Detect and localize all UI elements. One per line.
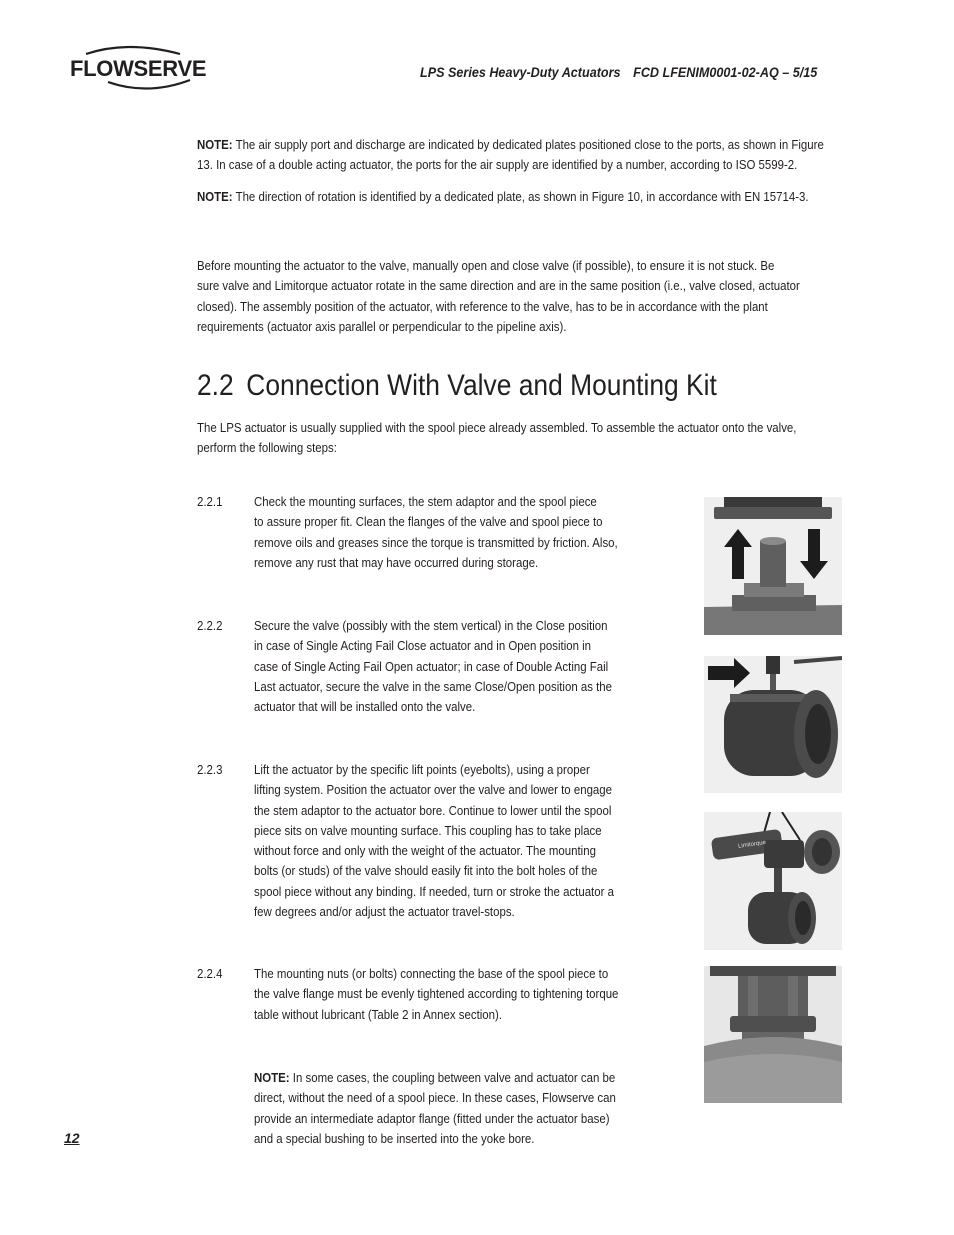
spool-piece-photo xyxy=(704,497,842,635)
document-code: FCD LFENIM0001-02-AQ – 5/15 xyxy=(633,64,818,80)
document-header xyxy=(420,64,817,80)
step-line: the stem adaptor to the actuator bore. Continue to lower until the spool xyxy=(254,802,612,818)
paragraph-line: requirements (actuator axis parallel or perpendicular to the pipeline axis). xyxy=(197,318,567,334)
paragraph-line: Before mounting the actuator to the valve, manually open and close valve (if possible), to ensure it is not stuck. Be xyxy=(197,258,775,273)
note-text-line: and a special bushing to be inserted into the yoke bore. xyxy=(254,1130,535,1146)
step-line: Check the mounting surfaces, the stem adaptor and the spool piece xyxy=(254,494,597,509)
paragraph-line: sure valve and Limitorque actuator rotate in the same direction and are in the same position (i.e., valve closed, actuator xyxy=(197,278,800,294)
step-text xyxy=(254,760,614,922)
section-heading xyxy=(197,369,717,403)
note-text-line: provide an intermediate adaptor flange (fitted under the actuator base) xyxy=(254,1110,610,1126)
note-text-line: In some cases, the coupling between valve and actuator can be xyxy=(292,1070,616,1085)
step-line: to assure proper fit. Clean the flanges of the valve and spool piece to xyxy=(254,514,603,530)
step-line: remove oils and greases since the torque is transmitted by friction. Also, xyxy=(254,534,618,550)
step-line: spool piece without any binding. If needed, turn or stroke the actuator a xyxy=(254,883,614,899)
step-text xyxy=(254,964,618,1025)
note-label: NOTE: xyxy=(197,137,233,152)
step-line: bolts (or studs) of the valve should easily fit into the bolt holes of the xyxy=(254,863,598,879)
paragraph-line: perform the following steps: xyxy=(197,440,337,456)
note-text-line: direct, without the need of a spool piece. In these cases, Flowserve can xyxy=(254,1090,616,1106)
step-line: actuator that will be installed onto the valve. xyxy=(254,699,476,715)
step-line: without force and only with the weight of the actuator. The mounting xyxy=(254,843,596,859)
note-air-supply xyxy=(197,135,824,176)
note-text-line: 13. In case of a double acting actuator, the ports for the air supply are identified by a number, according to ISO 5599-2. xyxy=(197,157,798,173)
step-line: piece sits on valve mounting surface. This coupling has to take place xyxy=(254,822,602,838)
note-rotation xyxy=(197,187,809,207)
step-line: table without lubricant (Table 2 in Annex section). xyxy=(254,1006,503,1022)
tightened-flange-photo xyxy=(704,966,842,1103)
document-title: LPS Series Heavy-Duty Actuators xyxy=(420,64,621,80)
lifting-actuator-photo xyxy=(704,812,842,950)
valve-photo xyxy=(704,656,842,793)
step-line: remove any rust that may have occurred during storage. xyxy=(254,554,539,570)
step-line: The mounting nuts (or bolts) connecting the base of the spool piece to xyxy=(254,966,609,981)
step-number: 2.2.4 xyxy=(197,966,223,981)
section-number: 2.2 xyxy=(197,369,234,402)
note-text-line: The direction of rotation is identified by a dedicated plate, as shown in Figure 10, in accordance with EN 15714-3. xyxy=(235,189,809,204)
step-number: 2.2.1 xyxy=(197,494,223,509)
step-line: Last actuator, secure the valve in the same Close/Open position as the xyxy=(254,678,613,694)
step-number: 2.2.3 xyxy=(197,762,223,777)
note-label: NOTE: xyxy=(197,189,233,204)
page-number: 12 xyxy=(64,1130,80,1146)
logo-text: FLOWSERVE xyxy=(70,56,207,81)
actuator-brand-label: Limitorque xyxy=(737,839,767,850)
intro-paragraph xyxy=(197,256,800,337)
step-line: in case of Single Acting Fail Close actuator and in Open position in xyxy=(254,638,592,654)
note-direct-coupling xyxy=(254,1068,616,1149)
step-line: the valve flange must be evenly tightened according to tightening torque xyxy=(254,986,619,1002)
step-line: lifting system. Position the actuator over the valve and lower to engage xyxy=(254,782,613,798)
section-intro xyxy=(197,418,796,459)
step-line: Lift the actuator by the specific lift points (eyebolts), using a proper xyxy=(254,762,590,777)
step-line: few degrees and/or adjust the actuator travel-stops. xyxy=(254,904,515,920)
step-text xyxy=(254,616,612,717)
step-line: case of Single Acting Fail Open actuator; in case of Double Acting Fail xyxy=(254,658,609,674)
step-line: Secure the valve (possibly with the stem vertical) in the Close position xyxy=(254,618,608,633)
section-title: Connection With Valve and Mounting Kit xyxy=(246,369,717,402)
note-label: NOTE: xyxy=(254,1070,290,1085)
step-text xyxy=(254,492,618,573)
paragraph-line: closed). The assembly position of the actuator, with reference to the valve, has to be in accordance with the plant xyxy=(197,298,768,314)
flowserve-logo xyxy=(68,44,208,94)
step-number: 2.2.2 xyxy=(197,618,223,633)
note-text-line: The air supply port and discharge are indicated by dedicated plates positioned close to the ports, as shown in Figure xyxy=(235,137,824,152)
paragraph-line: The LPS actuator is usually supplied with the spool piece already assembled. To assemble the actuator onto the valve, xyxy=(197,420,797,435)
